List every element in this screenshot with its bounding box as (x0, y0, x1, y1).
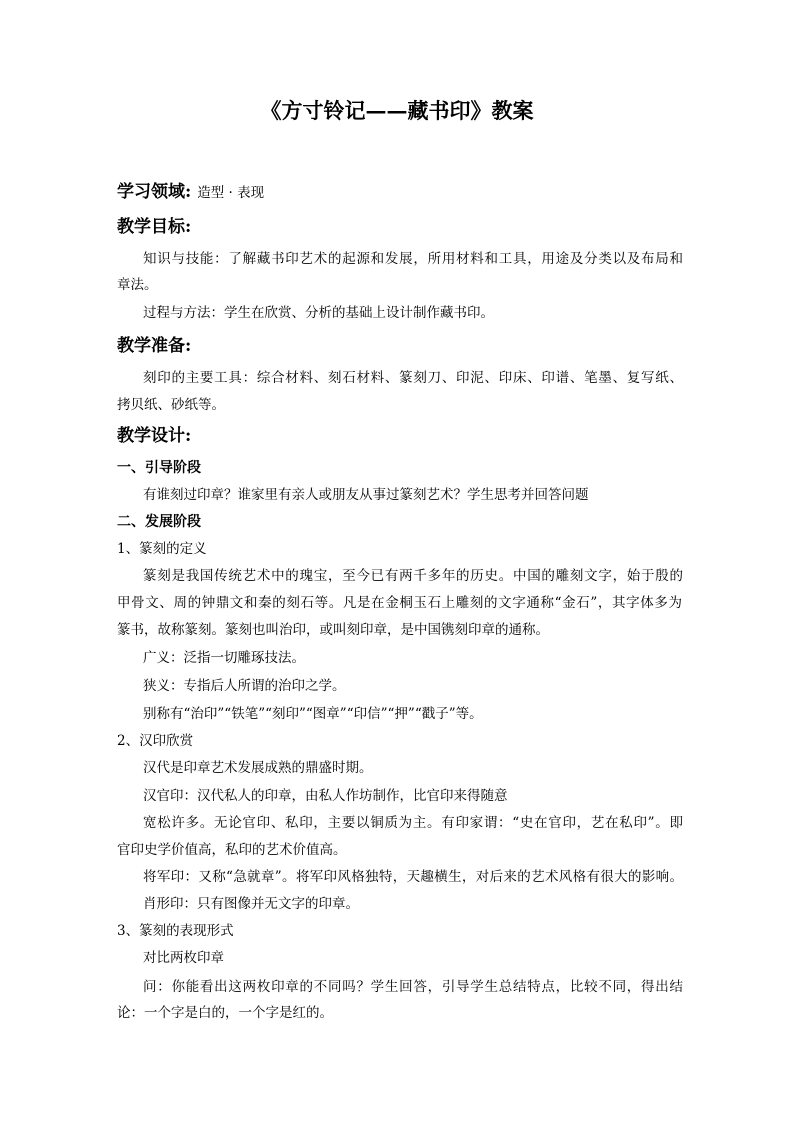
section2-heading: 二、发展阶段 (117, 514, 201, 530)
objective-process: 过程与方法：学生在欣赏、分析的基础上设计制作藏书印。 (143, 305, 494, 321)
objectives-heading: 教学目标: (117, 217, 192, 237)
part1-line2: 甲骨文、周的钟鼎文和秦的刻石等。凡是在金桐玉石上雕刻的文字通称“金石”，其字体多为 (117, 595, 682, 611)
preparation-heading: 教学准备: (117, 336, 192, 356)
objective-knowledge-line1: 知识与技能：了解藏书印艺术的起源和发展，所用材料和工具，用途及分类以及布局和 (143, 251, 683, 267)
section1-heading: 一、引导阶段 (117, 460, 201, 476)
part3-line3: 论：一个字是白的，一个字是红的。 (117, 1005, 333, 1021)
part1-alias: 别称有“治印”“铁笔”“刻印”“图章”“印信”“押”“戳子”等。 (143, 706, 483, 722)
part2-line3: 宽松许多。无论官印、私印，主要以铜质为主。有印家谓：“史在官印，艺在私印”。即 (143, 815, 683, 831)
part1-line1: 篆刻是我国传统艺术中的瑰宝，至今已有两千多年的历史。中国的雕刻文字，始于殷的 (143, 568, 683, 584)
part2-line6: 肖形印：只有图像并无文字的印章。 (143, 896, 359, 912)
part1-narrow: 狭义：专指后人所谓的治印之学。 (143, 678, 346, 694)
learning-field (117, 180, 682, 205)
preparation-line2: 拷贝纸、砂纸等。 (117, 397, 225, 413)
objective-knowledge-line2: 章法。 (117, 277, 158, 293)
part3-heading: 3、篆刻的表现形式 (117, 923, 234, 939)
learning-field-value: 造型 · 表现 (197, 185, 265, 201)
preparation-line1: 刻印的主要工具：综合材料、刻石材料、篆刻刀、印泥、印床、印谱、笔墨、复写纸、 (143, 370, 683, 386)
part3-line2: 问：你能看出这两枚印章的不同吗？学生回答，引导学生总结特点，比较不同，得出结 (143, 979, 683, 995)
part1-broad: 广义：泛指一切雕琢技法。 (143, 650, 305, 666)
part2-line2: 汉官印：汉代私人的印章，由私人作坊制作，比官印来得随意 (143, 788, 508, 804)
part2-line4: 官印史学价值高，私印的艺术价值高。 (117, 842, 347, 858)
part2-line1: 汉代是印章艺术发展成熟的鼎盛时期。 (143, 760, 373, 776)
learning-field-label: 学习领域: (117, 182, 192, 202)
document-title: 《方寸铃记——藏书印》教案 (260, 98, 534, 123)
part1-heading: 1、篆刻的定义 (117, 541, 207, 557)
part3-line1: 对比两枚印章 (143, 950, 224, 966)
design-heading: 教学设计: (117, 426, 192, 446)
part1-line3: 篆书，故称篆刻。篆刻也叫治印，或叫刻印章，是中国镌刻印章的通称。 (117, 622, 549, 638)
part2-line5: 将军印：又称“急就章”。将军印风格独特，天趣横生，对后来的艺术风格有很大的影响。 (143, 869, 683, 885)
section1-text: 有谁刻过印章？谁家里有亲人或朋友从事过篆刻艺术？学生思考并回答问题 (143, 487, 589, 503)
part2-heading: 2、汉印欣赏 (117, 733, 194, 749)
